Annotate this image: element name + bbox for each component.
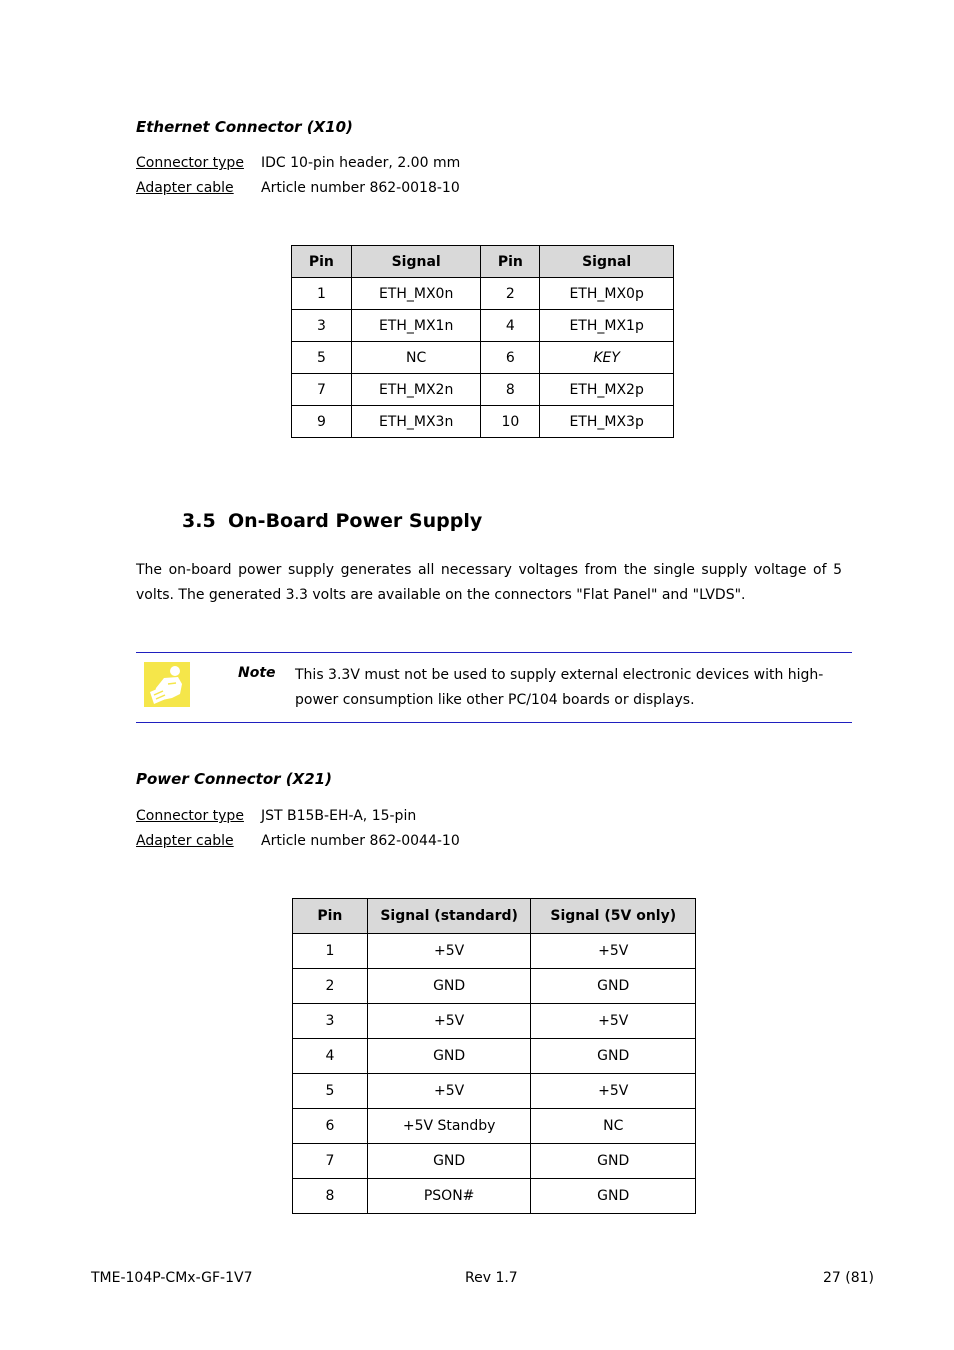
table-cell: +5V <box>531 934 696 969</box>
power-adapter-cable-label: Adapter cable <box>136 833 234 849</box>
section-body-text: The on-board power supply generates all necessary voltages from the single supply voltage of 5 volts. The generated 3.3 volts are available on the connectors "Flat Panel" and "LVDS". <box>136 562 842 603</box>
table-cell: GND <box>367 1144 531 1179</box>
table-row <box>293 1004 696 1039</box>
footer-doc-id: TME-104P-CMx-GF-1V7 <box>91 1270 253 1286</box>
table-cell: 1 <box>292 278 352 310</box>
note-bottom-rule <box>136 722 852 723</box>
table-cell: ETH_MX1p <box>540 310 674 342</box>
table-cell: GND <box>367 969 531 1004</box>
table-header-row <box>292 246 674 278</box>
table-cell: +5V <box>367 934 531 969</box>
table-cell: ETH_MX0n <box>351 278 481 310</box>
table-cell: PSON# <box>367 1179 531 1214</box>
table-cell: 7 <box>292 374 352 406</box>
table-cell: ETH_MX0p <box>540 278 674 310</box>
table-row <box>292 278 674 310</box>
table-cell: 9 <box>292 406 352 438</box>
table-cell: 6 <box>293 1109 368 1144</box>
column-header: Pin <box>292 246 352 278</box>
note-top-rule <box>136 652 852 653</box>
table-cell: NC <box>531 1109 696 1144</box>
note-text: This 3.3V must not be used to supply external electronic devices with high-power consumption like other PC/104 boards or displays. <box>295 667 824 708</box>
table-cell: 5 <box>293 1074 368 1109</box>
table-cell: 1 <box>293 934 368 969</box>
section-title: On-Board Power Supply <box>228 510 483 532</box>
column-header: Signal (5V only) <box>531 899 696 934</box>
power-adapter-cable-value: Article number 862-0044-10 <box>261 833 460 849</box>
table-cell: GND <box>531 1039 696 1074</box>
power-connector-type-value: JST B15B-EH-A, 15-pin <box>261 808 417 824</box>
table-cell: +5V <box>367 1074 531 1109</box>
table-row <box>292 406 674 438</box>
table-cell: 5 <box>292 342 352 374</box>
table-row <box>292 342 674 374</box>
table-row <box>293 934 696 969</box>
table-cell: ETH_MX1n <box>351 310 481 342</box>
section-number: 3.5 <box>182 510 216 532</box>
column-header: Signal <box>351 246 481 278</box>
table-cell: +5V Standby <box>367 1109 531 1144</box>
table-cell: +5V <box>367 1004 531 1039</box>
table-cell: +5V <box>531 1004 696 1039</box>
ethernet-adapter-cable-label: Adapter cable <box>136 180 234 196</box>
ethernet-connector-type-value: IDC 10-pin header, 2.00 mm <box>261 155 461 171</box>
table-cell: 8 <box>293 1179 368 1214</box>
column-header: Signal <box>540 246 674 278</box>
table-cell: 3 <box>292 310 352 342</box>
table-row <box>293 1039 696 1074</box>
table-row <box>292 374 674 406</box>
note-label: Note <box>238 665 276 681</box>
table-row <box>292 310 674 342</box>
table-row <box>293 1144 696 1179</box>
table-cell: 10 <box>481 406 540 438</box>
column-header: Pin <box>293 899 368 934</box>
table-cell: 4 <box>293 1039 368 1074</box>
power-connector-type-label: Connector type <box>136 808 244 824</box>
table-cell: GND <box>531 1179 696 1214</box>
ethernet-adapter-cable-value: Article number 862-0018-10 <box>261 180 460 196</box>
ethernet-pin-table <box>291 245 674 438</box>
table-cell: GND <box>531 969 696 1004</box>
table-cell-key: KEY <box>540 342 674 374</box>
table-cell: 3 <box>293 1004 368 1039</box>
power-pin-table <box>292 898 696 1214</box>
table-row <box>293 969 696 1004</box>
table-cell: 8 <box>481 374 540 406</box>
footer-revision: Rev 1.7 <box>465 1270 518 1286</box>
table-cell: ETH_MX2p <box>540 374 674 406</box>
table-cell: GND <box>367 1039 531 1074</box>
column-header: Pin <box>481 246 540 278</box>
table-cell: ETH_MX3p <box>540 406 674 438</box>
table-cell: 6 <box>481 342 540 374</box>
footer-page-number: 27 (81) <box>822 1270 874 1286</box>
table-cell: ETH_MX3n <box>351 406 481 438</box>
table-cell: GND <box>531 1144 696 1179</box>
section-heading <box>182 510 482 532</box>
note-reading-icon <box>144 662 190 707</box>
power-heading: Power Connector (X21) <box>136 770 332 788</box>
table-row <box>293 1179 696 1214</box>
table-cell: NC <box>351 342 481 374</box>
table-header-row <box>293 899 696 934</box>
table-cell: 7 <box>293 1144 368 1179</box>
table-cell: 2 <box>481 278 540 310</box>
column-header: Signal (standard) <box>367 899 531 934</box>
table-cell: ETH_MX2n <box>351 374 481 406</box>
table-cell: +5V <box>531 1074 696 1109</box>
ethernet-connector-type-label: Connector type <box>136 155 244 171</box>
table-cell: 4 <box>481 310 540 342</box>
table-row <box>293 1109 696 1144</box>
table-cell: 2 <box>293 969 368 1004</box>
ethernet-heading: Ethernet Connector (X10) <box>136 118 353 136</box>
table-row <box>293 1074 696 1109</box>
